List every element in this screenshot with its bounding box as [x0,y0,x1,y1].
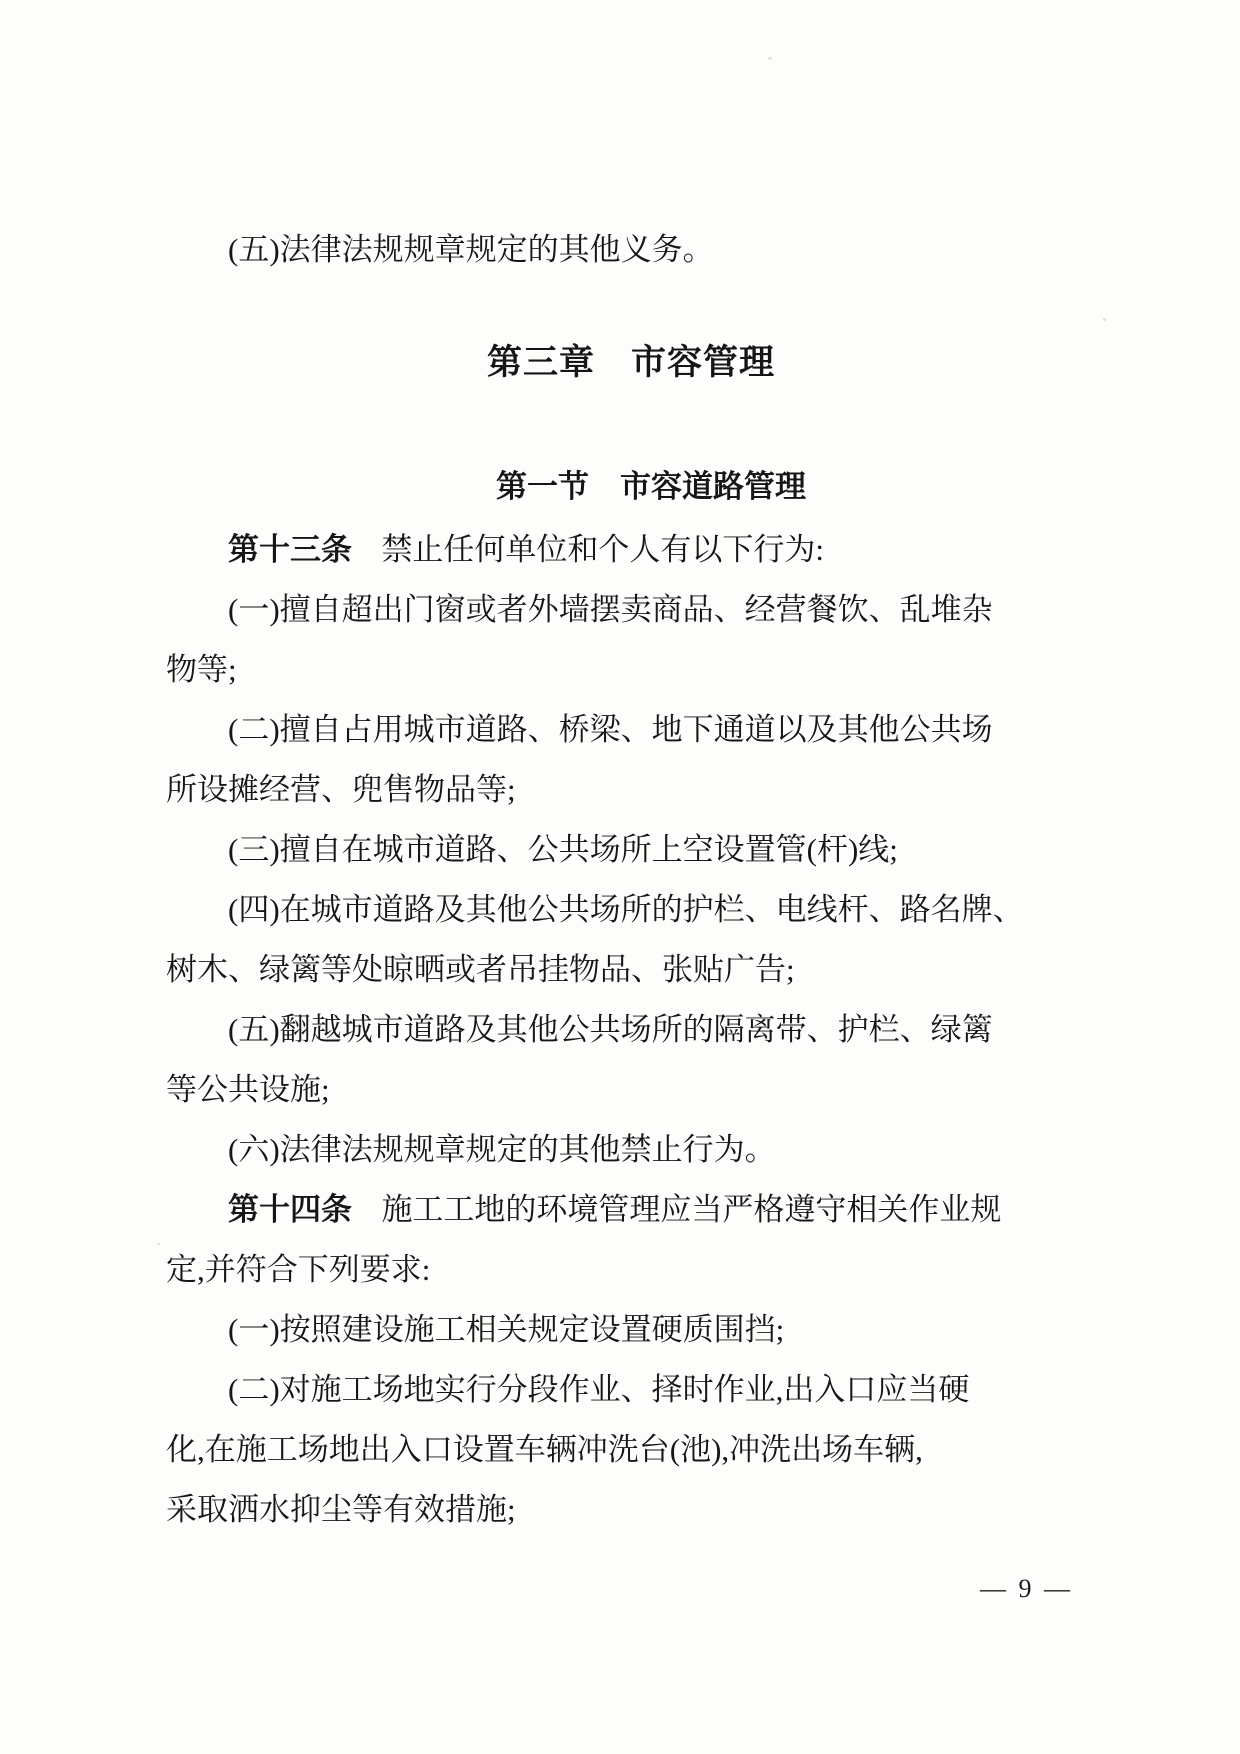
article-13-opening [166,520,1038,580]
article-13-item-1-line-2: 物等; [166,652,237,687]
chapter-heading: 第三章 市容管理 [486,343,775,382]
scan-speck [768,57,772,60]
article-14-item-2-line-3: 采取洒水抑尘等有效措施; [166,1492,516,1527]
article-14-item-2-line-1: (二)对施工场地实行分段作业、择时作业,出入口应当硬 [228,1372,970,1407]
scan-speck [1103,318,1106,321]
article-13-item-2-line-2: 所设摊经营、兜售物品等; [166,772,516,807]
article-13-item-5-line-2: 等公共设施; [166,1072,330,1107]
article-13-intro: 禁止任何单位和个人有以下行为: [381,532,825,567]
article-13-item-6-line-1: (六)法律法规规章规定的其他禁止行为。 [228,1132,776,1167]
article-13-item-5-line-1: (五)翻越城市道路及其他公共场所的隔离带、护栏、绿篱 [228,1012,993,1047]
article-13-item-4-line-2: 树木、绿篱等处晾晒或者吊挂物品、张贴广告; [166,952,795,987]
article-14-intro-line-1: 施工工地的环境管理应当严格遵守相关作业规 [381,1192,1002,1227]
article-14-number: 第十四条 [228,1192,352,1227]
previous-article-item-5: (五)法律法规规章规定的其他义务。 [228,232,714,267]
article-13-item-2-line-1: (二)擅自占用城市道路、桥梁、地下通道以及其他公共场 [228,712,993,747]
page-number: — 9 — [980,1574,1073,1603]
article-14-item-1-line-1: (一)按照建设施工相关规定设置硬质围挡; [228,1312,785,1347]
article-13-item-3-line-1: (三)擅自在城市道路、公共场所上空设置管(杆)线; [228,832,898,867]
article-14-item-2-line-2: 化,在施工场地出入口设置车辆冲洗台(池),冲洗出场车辆, [166,1432,923,1467]
article-13-number: 第十三条 [228,532,352,567]
article-14-intro-line-2: 定,并符合下列要求: [166,1252,431,1287]
article-13-item-1-line-1: (一)擅自超出门窗或者外墙摆卖商品、经营餐饮、乱堆杂 [228,592,993,627]
article-13-item-4-line-1: (四)在城市道路及其他公共场所的护栏、电线杆、路名牌、 [228,892,1024,927]
scan-speck [157,1243,160,1245]
section-heading: 第一节 市容道路管理 [496,469,806,504]
text-column [166,220,1038,1540]
article-14-opening [166,1180,1038,1240]
